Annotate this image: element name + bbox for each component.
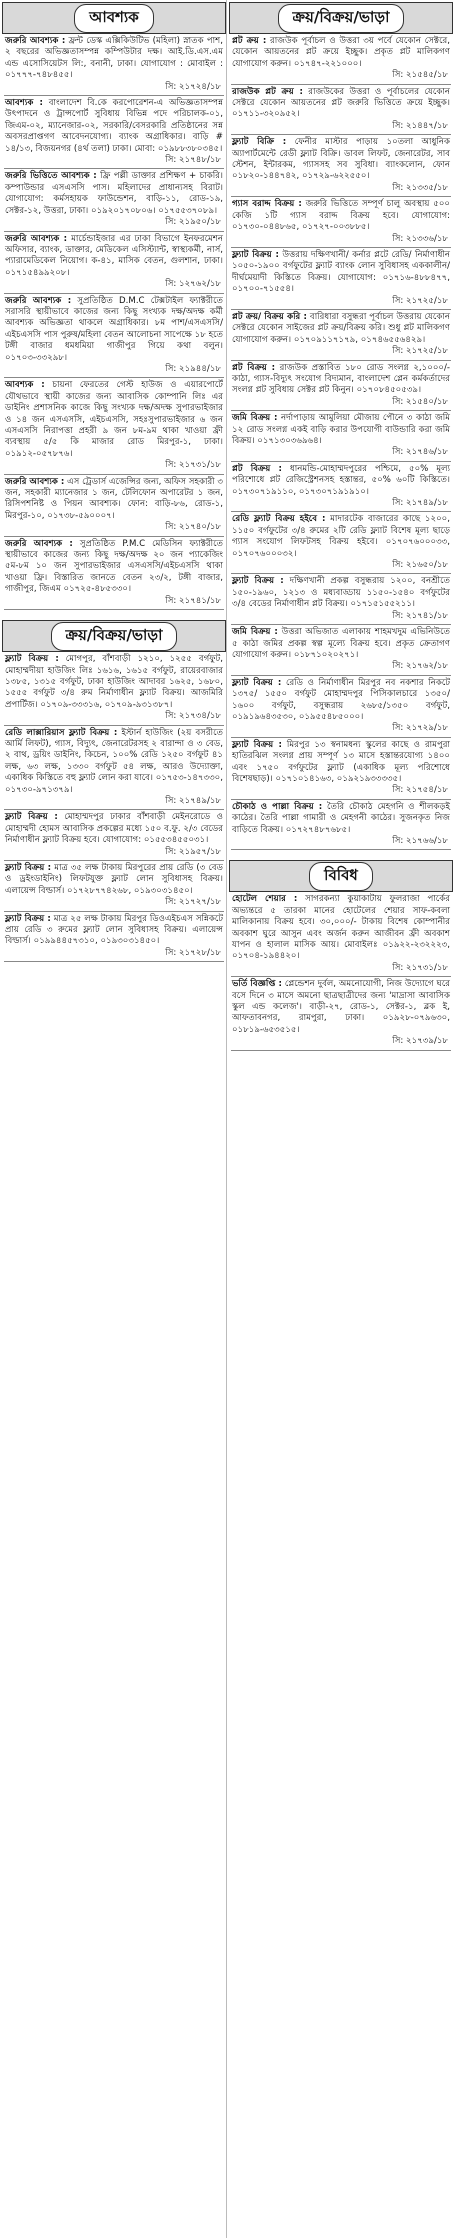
column-divider: [226, 0, 227, 2238]
ad-reference: সি: ২১৭৩১/১৮: [165, 460, 221, 471]
classified-ad: [2, 912, 226, 960]
ad-reference: সি: ২১৩৩৫/১৮: [392, 182, 448, 193]
ad-lead: জরুরি আবশ্যক :: [5, 36, 66, 46]
ad-lead: প্লট বিক্রয় :: [232, 463, 282, 474]
classified-ad: [229, 310, 453, 358]
ad-body: মিরপুর ১৩ স্বনামধন্য স্কুলের কাছে ও রামপুরা হাতিরঝিল সংলগ্ন প্রায় সম্পূর্ণ ১৩ মাসে হস্তান্তরযোগ্য ১৪০০ এবং ১৭৫০ বর্গফুটের ফ্ল্যাট (একাধিক মূল্য পরিশোধে বিশেষছাড়)। ০১৭১০১৪১৬৩, ০১৯২১৯৩৩৩৩৫।: [232, 739, 450, 784]
ad-lead: জরুরি আবশ্যক :: [5, 233, 68, 244]
ad-lead: ফ্ল্যাট বিক্রয় :: [232, 249, 279, 260]
ad-lead: ফ্ল্যাট বিক্রয় :: [232, 677, 282, 688]
ad-reference: সি: ২১৭২৫/১৮: [392, 346, 448, 357]
ad-reference: সি: ২১৭৪৬/১৮: [392, 447, 448, 458]
ad-reference: সি: ২১৩৩৬/১৮: [392, 233, 448, 244]
section-header: [229, 2, 453, 34]
ad-body: তৈরি চৌকাঠ মেহগনি ও শীলকড়ই কাঠের। তৈরি পাল্লা গামারী ও মেহগনী কাঠের। সুজনকৃত নিজ বাড়িতে বিক্রয়। ০১৭২৭৪৮৭৬৮৫।: [232, 801, 450, 835]
classified-ad: [2, 96, 226, 166]
ad-lead: হোটেল শেয়ার :: [232, 894, 298, 905]
classified-ad: [229, 800, 453, 848]
ad-lead: রেডি লাক্সারিয়াস ফ্ল্যাট বিক্রয় :: [5, 727, 118, 738]
ad-lead: ফ্ল্যাট বিক্রয় :: [5, 812, 58, 823]
ad-body: উত্তরায় দক্ষিণখানী/ কর্নার প্লটে রেডি/ নির্মাণাধীন ১০৫০-১৯০০ বর্গফুটের ফ্ল্যাট ব্যাংক লোন সুবিধাসহ এককালীন/ দীর্ঘমেয়াদী কিস্তিতে বিক্রয়। যোগাযোগ: ০১৭১৬-৪৮৮৪৭৭, ০১৭০০-৭১৫৫৪।: [232, 249, 451, 295]
ad-reference: সি: ২১৯৫৭/১৮: [165, 846, 221, 857]
ad-lead: জরুরি আবশ্যক :: [5, 538, 73, 549]
ad-body: চায়না ফেরতের গেস্ট হাউজ ও এয়ারপোর্টে যৌথভাবে স্থায়ী কাজের জন্য আবাসিক কোম্পানি লিঃ এর ডাইনিং প্রশাসনিক কাজে কিছু সংখ্যক দক্ষ/অদক্ষ সুপারভাইজার ও ১৪ জন এসএসসি, এইচএসসি, সহঃসুপারভাইজার ৬ জন এসএসসি নিরাপত্তা প্রহরী ৯ জন ৮ম-৯ম থাকা খাওয়া ফ্রী ব্যবস্থায় ৫/৫ কি মাজার রোড মিরপুর-১, ঢাকা। ০১৯১২-০৫৭৮৭৬।: [5, 380, 223, 459]
ad-reference: সি: ২১৭৪৯/১৮: [392, 498, 448, 509]
ad-lead: ফ্ল্যাট বিক্রয় :: [232, 739, 282, 750]
ad-reference: সি: ২১৬৫০/১৮: [392, 560, 448, 571]
classified-ad: [229, 676, 453, 735]
classified-ad: [229, 892, 453, 974]
classified-ad: [229, 248, 453, 307]
ad-lead: রেডি ফ্ল্যাট বিক্রয় হইবে :: [232, 514, 326, 525]
ad-lead: ফ্ল্যাট বিক্রয় :: [5, 913, 51, 924]
ad-lead: জমি বিক্রয় :: [232, 627, 278, 638]
classified-ad: [229, 34, 453, 82]
classified-ad: [229, 738, 453, 797]
ad-body: রাজউক প্রস্তাবিত ১৮০ রোড সংলগ্ন ২,১০০০/- কাঠা, গ্যাস-বিদ্যুৎ সংযোগ বিদ্যমান, বাংলাদেশ প্লেন কর্মকর্তাদের সংলগ্ন প্লট সুবিধায় সেক্টর প্লট কিনুন। ০১৭০৮৪৫০৫৩৯।: [232, 362, 450, 396]
classified-ad: [2, 378, 226, 471]
classified-ad: [2, 475, 226, 534]
ad-body: ফেনীর মাস্টার পাড়ায় ১০তলা আধুনিক অ্যাপার্টমেন্টে রেডী ফ্ল্যাট বিক্রি। ডাবল লিফট, জেনারেটর, সাব স্টেশন, ইন্টারকম, গ্যাসসহ সব সুবিধা। ব্যাংকলোন, ফোন ০১৮২০-১৪৪৭৪২, ০১৭২৯-৬২২৫৫০।: [232, 137, 450, 182]
ad-reference: সি: ২১৭২৪/১৮: [165, 81, 221, 92]
classified-ad: [2, 810, 226, 858]
ad-lead: চৌকাঠ ও পাল্লা বিক্রয় :: [232, 801, 323, 812]
classified-ad: [229, 462, 453, 510]
ad-body: ফ্রি পল্লী ডাক্তার প্রশিক্ষণ + চাকরি। কম্পাউন্ডার এসএসসি পাস। মহিলাদের প্রাধান্যসহ বিরাট। যোগাযোগ: কর্মসহায়ক ফাউন্ডেশন, বাড়ি-১১, রোড-১৯, সেক্টর-১২, উত্তরা, ঢাকা। ০১৯২০১৭০৮০৬। ০১৭৫৫৩৭০৮৯।: [5, 171, 223, 216]
ad-lead: প্লট বিক্রয় :: [232, 362, 276, 373]
ad-lead: ফ্ল্যাট বিক্রয় :: [5, 654, 59, 665]
ad-body: সাগরকন্যা কুয়াকাটায় ফুলরাজা পার্কের অভ্যন্তরে ৫ তারকা মানের হোটেলের শেয়ার সাফ-কবলা মালিকানায় বিক্রয় হবে। ৩০,০০০/- টাকায় বিশেষ কোম্পানীর অবকাশ ঘুরে আসুন এবং অর্জন করুন আজীবন ফ্রী অবকাশ যাপন ও হালাল মাসিক আয়। মোবাইলঃ ০১৯২২-২৩২২২৩, ০১৭০৪-১৯৪৪২০।: [232, 894, 450, 962]
section-header: [2, 2, 226, 34]
ad-reference: সি: ১২৭৬২/১৮: [165, 279, 221, 290]
ad-body: রেডি ও নির্মাণাধীন মিরপুর নব নকশার নিকটে ১৩৭৫/ ১৫৫০ বর্গফুট মোহাম্মদপুর পিসিকালচারে ১৩৫০/ ১৬০০ বর্গফুট, বসুন্ধরায় ২৬৮৫/১৩৫০ বর্গফুট, ০১৯১৯৬৪৩৫৩০, ০১৯৫৫৪৮৫০০০।: [232, 677, 450, 722]
classified-ad: [2, 34, 226, 93]
ad-lead: আবশ্যক :: [5, 380, 45, 391]
ad-body: জরুরি ভিত্তিতে সম্পূর্ণ চালু অবস্থায় ৫০০ কেজি ১টি গ্যাস বরাদ্দ বিক্রয় হবে। যোগাযোগ: ০১৭৩০-০৪৪৮৬৫, ০১৭২৭-০০৩৮৮৫।: [232, 199, 451, 233]
ad-body: নর্দাপাড়ায় আমুলিয়া মৌজায় পৌনে ৩ কাঠা জমি ১২ রোড সংলগ্ন একই বাড়ি করার উপযোগী বাউন্ডারি করা জমি বিক্রয়। ০১৭১৩০৩৬৯৬৪।: [232, 413, 451, 446]
classified-ad: [229, 197, 453, 245]
ad-reference: সি: ২১৭৩৪/১৮: [165, 711, 221, 722]
ad-body: প্লেন্ডেশন দুর্বল, অমনোযোগী, নিজ উদ্যোগে ঘরে বসে দিনে ৩ মাসে অমনো ছাত্রছাত্রীদের জন্য 'মাদ্রাসা আবাসিক স্কুল এন্ড কলেজ'। বাড়ী-২৭, রোড-১, সেক্টর-১, ব্লক ই, আফতাবনগর, রামপুরা, ঢাকা। ০১৯২৮-০৭৯৬৩০, ০১৮১৯-৬৫৩৫১৫।: [232, 979, 451, 1035]
ad-body: মাত্র ৩৫ লক্ষ টাকায় মিরপুরের প্রায় রেডি (৩ বেড ও ড্রইংডাইনিং) লিফটযুক্ত ফ্ল্যাট লোন সুবিধাসহ বিক্রয়। এলায়েন্স বিল্ডার্স। ০১৭২৮৭৭৪২৬৮, ০১৯৩০৩১৪৫০।: [5, 863, 224, 896]
section-header: [229, 860, 453, 892]
ad-reference: সি: ২১৭২৯/১৮: [392, 723, 448, 734]
ad-body: সুপ্রতিষ্ঠিত P.M.C মেডিসিন ফ্যাক্টরীতে স্থায়ীভাবে কাজের জন্য কিছু দক্ষ/অদক্ষ ২০ জন প্যাকেজিং ৫ম-৮ম ১০ জন সুপারভাইজার এসএসসি/এইচএসসি থাকা খাওয়া ফ্রি। বিস্তারিত জানতে বেতন ২৩/২, টঙ্গী বাজার, গাজীপুর, জিএম ০১৭২৫-৪৮৫৩৩০।: [5, 538, 223, 595]
ad-reference: সি: ২১৯৫০/১৮: [165, 217, 221, 228]
ad-reference: সি: ২১৪৪৭/১৮: [392, 120, 448, 131]
ad-lead: জমি বিক্রয় :: [232, 413, 278, 424]
ad-body: মার্চেন্ডাইজার এর ঢাকা বিভাগে ইনফরমেশন অফিসার, ব্যাংক, ডাক্তার, মেডিকেল এসিস্ট্যান্ট, স্বাস্থ্যকর্মী, নার্স, প্যারামেডিকেল নিয়োগ। ক-৪১, মাসিক বেতন, গুলশান, ঢাকা। ০১৭১৫৪৯৯২০৮।: [5, 233, 224, 278]
ad-body: ইস্টার্ন হাউজিং (২য় বসরীতে আর্মি লিফট), গ্যাস, বিদ্যুৎ, জেনারেটরসহ ২ বারান্দা ও ৩ বেড, ২ বাথ, ড্রয়িং ডাইনিং, কিচেন, ১০০% রেডি ১২৫০ বর্গফুট ৪১ লক্ষ, ৬৩ লক্ষ, ১৩৩০ বর্গফুট ৫৪ লক্ষ, আরও উদ্যোক্তা, একাধিক কিস্তিতে বহু ফ্ল্যাট লোন করা যাবে। ০১৭৫৩-১৪৭৩৩০, ০১৭৩০-৯৭১৩৭৯।: [5, 727, 224, 795]
left-column: [2, 0, 226, 2238]
ad-lead: গ্যাস বরাদ্দ বিক্রয় :: [232, 199, 302, 210]
ad-reference: সি: ২১৭৩১/১৮: [392, 962, 448, 973]
ad-reference: সি: ২১৭৩৯/১৮: [392, 1036, 448, 1047]
classified-ad: [2, 232, 226, 291]
ad-lead: জরুরি ভিত্তিতে আবশ্যক :: [5, 171, 97, 182]
classified-ad: [229, 85, 453, 133]
classified-ad: [2, 294, 226, 376]
ad-reference: সি: ২১৫৪৫/১৮: [392, 70, 448, 81]
ad-lead: ফ্ল্যাট বিক্রয় :: [232, 576, 284, 587]
ad-reference: সি: ২১৭২৫/১৮: [392, 295, 448, 306]
ad-body: বারিধারা বসুন্ধরা পূর্বাচল উত্তরায় যেকোন সেক্টরে যেকোন সাইজের প্লট ক্রয়/বিক্রয় করি। শুধু প্লট মালিকগণ যোগাযোগ করুন। ০১৭০৯১১৭১৭৯, ০১৭৪৬৫৫৬৪২৯।: [232, 311, 451, 345]
ad-reference: সি: ২১৭৪৯/১৮: [165, 795, 221, 806]
ad-reference: সি: ২১৭৬২/১৮: [392, 661, 448, 672]
ad-reference: সি: ২১৭৫৪/১৮: [392, 785, 448, 796]
ad-body: রাজউকের উত্তরা ও পূর্বাচলের যেকোন সেক্টরে যেকোন আয়তনের প্লট জরুরি ভিত্তিতে ক্রয়ে ইচ্ছুক। ০১৭১১-৩২০৯৫২।: [232, 86, 450, 120]
ad-reference: সি: ২১৭৪১/১৮: [392, 610, 448, 621]
ad-separator: [4, 609, 224, 610]
ad-reference: সি: ২১৭২৮/১৮: [165, 947, 221, 958]
classified-ad: [229, 361, 453, 409]
ad-lead: ভর্তি বিজ্ঞপ্তি :: [232, 979, 282, 990]
ad-lead: ফ্ল্যাট বিক্রি :: [232, 137, 287, 148]
ad-lead: প্লট ক্রয়/ বিক্রয় করি :: [232, 311, 307, 322]
ad-reference: সি: ২১৭২৭/১৮: [165, 897, 221, 908]
classified-ad: [229, 977, 453, 1047]
ad-reference: সি: ২১৭৪০/১৮: [165, 522, 221, 533]
ad-body: সুপ্রতিষ্ঠিত D.M.C টেক্সটাইল ফ্যাক্টরীতে সরাসরি স্থায়ীভাবে কাজের জন্য কিছু সংখ্যক দক্ষ/অদক্ষ কর্মী আবশ্যক অভিজ্ঞতা থাকলে অগ্রাধিকার। ৮ম পাশ/এসএসসি/এইচএসসি পাস পুরুষ/মহিলা বেতন আলোচনা সাপেক্ষে ১৮ হতে টঙ্গী বাজার ধমধমিয়া গাজীপুর গিয়ে কথা বলুন। ০১৭০৩-৩৩২৯৮।: [5, 295, 223, 363]
ad-body: মাদারটেক বাজারের কাছে ১২০০, ১১৫০ বর্গফুটের ৩/৪ রুমের ২টি রেডি ফ্ল্যাট বিশেষ মূল্য ছাড়ে গ্যাস সংযোগ লিফটসহ বিক্রয় হইবে। ০১৭০৭৬০০০৩৩, ০১৭০৭৬০০০৩২।: [232, 514, 450, 559]
classified-ad: [229, 411, 453, 459]
classified-ad: [2, 726, 226, 808]
ad-body: মোগপুর, বাঁশবাড়ী ১২১০, ১২৫৫ বর্গফুট, মোহাম্মদীয়া হাউজিং লিঃ ১৬১৬, ১৬১৫ বর্গফুট, রায়েরবাজার ১৩৮৫, ১৩১৫ বর্গফুট, ঢাকা হাউজিং আদাবর ১৬২৫, ১৬৮০, ১৫৫৫ বর্গফুট ৩/৪ রুম নির্মাণাধীন ফ্ল্যাট বিক্রয়। আজমিরি প্রপার্টিজ। ০১৭০৯-৩৩৩১৬, ০১৭০৯-৯৩১৩৮৭।: [5, 654, 223, 710]
ad-reference: সি: ২১৭৬৬/১৮: [392, 836, 448, 846]
classified-ad: [2, 861, 226, 909]
ad-reference: সি: ২১৫৪০/১৮: [392, 396, 448, 407]
ad-lead: জরুরি আবশ্যক :: [5, 476, 65, 487]
section-title: বিবিধ: [309, 862, 373, 891]
ad-body: উত্তরা অভিজাত এলাকায় শাহমখদুম এভিনিউতে ৫ কাঠা জমির প্রকল্প স্বল্প মূল্যে বিক্রয় হবে। প্রকৃত ক্রেতাগণ যোগাযোগ করুন। ০১৮৭১০২০২৭১।: [232, 627, 450, 660]
ad-lead: প্লট ক্রয় :: [232, 36, 267, 46]
ad-lead: জরুরি আবশ্যক :: [5, 295, 72, 306]
ad-reference: সি: ২১৭৪১/১৮: [165, 595, 221, 606]
ad-reference: সি: ২১৭৪৮/১৮: [165, 155, 221, 166]
ad-lead: আবশ্যক :: [5, 98, 43, 109]
ad-lead: রাজউক প্লট ক্রয় :: [232, 86, 303, 97]
right-column: [229, 0, 453, 2238]
ad-lead: ফ্ল্যাট বিক্রয় :: [5, 863, 52, 873]
ad-separator: [231, 1050, 451, 1051]
classified-ad: [229, 512, 453, 571]
classified-ad: [2, 652, 226, 722]
classified-ad: [229, 135, 453, 194]
classified-ad: [229, 625, 453, 673]
classified-ad: [229, 574, 453, 622]
classified-ad: [2, 537, 226, 607]
section-header: [2, 620, 226, 652]
ad-body: মাত্র ২৫ লক্ষ টাকায় মিরপুর ডিওএইচএস সন্নিকটে প্রায় রেডি ৩ রুমের ফ্ল্যাট লোন সুবিধাসহ বিক্রয়। এলায়েন্স বিল্ডার্স। ০১৯৯৪৪৫৭৩১০, ০১৯৩০৩১৪৫০।: [5, 913, 224, 947]
ad-separator: [231, 849, 451, 850]
ad-body: মোহাম্মদপুর ঢাকার বাঁশবাড়ী মেইনরোডে ও মোহাম্মদী হোমস আবাসিক প্রকল্পের মধ্যে ১৫০ ব.ফু. ২/৩ বেডের নির্মাণাধীন ফ্ল্যাট বিক্রয় হবে। যোগাযোগ: ০১৫৫৩৪৫৫০৩১।: [5, 812, 224, 846]
ad-body: বাংলাদেশ বি.কে করপোরেশন-এ অভিজ্ঞতাসম্পন্ন উৎপাদনে ও ট্রান্সপোর্ট সুবিধায় বিভিন্ন পদে পরিচালক-০১, জিএম-০২, ম্যানেজার-০২, সরকারি/বেসরকারি প্রতিষ্ঠানের সন্ন অবসরপ্রাপ্তগণ আবেদনযোগ্য। ব্যাংক অগ্রাধিকার। বাড়ি # ১৪/১৩, বিজয়নগর (৪র্থ তলা) ঢাকা। মোবা: ০১৯৮৮৩৮০৩৪৫।: [5, 98, 224, 154]
ad-separator: [4, 961, 224, 962]
ad-reference: সি: ২১৯৪৪/১৮: [165, 363, 221, 374]
ad-body: রাজউক পূর্বাচল ও উত্তরা ৩য় পর্বে যেকোন সেক্টরে, যেকোন আয়তনের প্লট ক্রয়ে ইচ্ছুক। প্রকৃত প্লট মালিকগণ যোগাযোগ করুন। ০১৭৪৭-২২১০০০।: [232, 36, 451, 69]
ad-body: এস ট্রেডার্স এজেন্সির জন্য, অফিস সহকারী ৩ জন, সহকারী ম্যানেজার ১ জন, টেলিফোন অপারেটর ১ জন, রিসিপশনিষ্ট ও পিয়ন আবশ্যক। ফোন: বাড়ি-৮৬, রোড-১, মিরপুর-১০, ০১৭৩৮-৫৯০০০৭।: [5, 476, 223, 521]
section-title: আবশ্যক: [74, 4, 154, 33]
section-title: ক্রয়/বিক্রয়/ভাড়া: [278, 4, 405, 33]
classified-ad: [2, 169, 226, 228]
ad-body: ফ্রন্ট ডেস্ক এক্সিকিউটিভ (মহিলা) স্নাতক পাশ, ২ বছরের অভিজ্ঞতাসম্পন্ন কম্পিউটার দক্ষ। আই.ডি.এস.এম এন্ড এসোসিয়েটস লি:, বনানী, ঢাকা। যোগাযোগ : মোবাইল : ০১৭৭৭-৭৪৮৪৫৫।: [5, 36, 223, 81]
ad-body: দক্ষিণখানী প্রকল্প বসুন্ধরায় ১২০০, বনশ্রীতে ১৫০-১৯৬০, ১২১৩ ও মধ্যবাড্ডায় ১১৫০-১৫৪০ বর্গফুটের ৩/৪ বেডের নির্মাণাধীন প্লট বিক্রয়। ০১৭১৫১৫৫২১১।: [232, 576, 450, 610]
section-title: ক্রয়/বিক্রয়/ভাড়া: [51, 622, 178, 651]
ad-body: ধানমন্ডি-মোহাম্মদপুরের পশ্চিমে, ৫০% মূল্য পরিশোধে প্লট রেজিস্ট্রেশনসহ হস্তান্তর, ৫০% ৬০টি কিস্তিতে। ০১৭৩০৭১৯১১০, ০১৭৩০৭১৯১৯১০।: [232, 463, 450, 497]
